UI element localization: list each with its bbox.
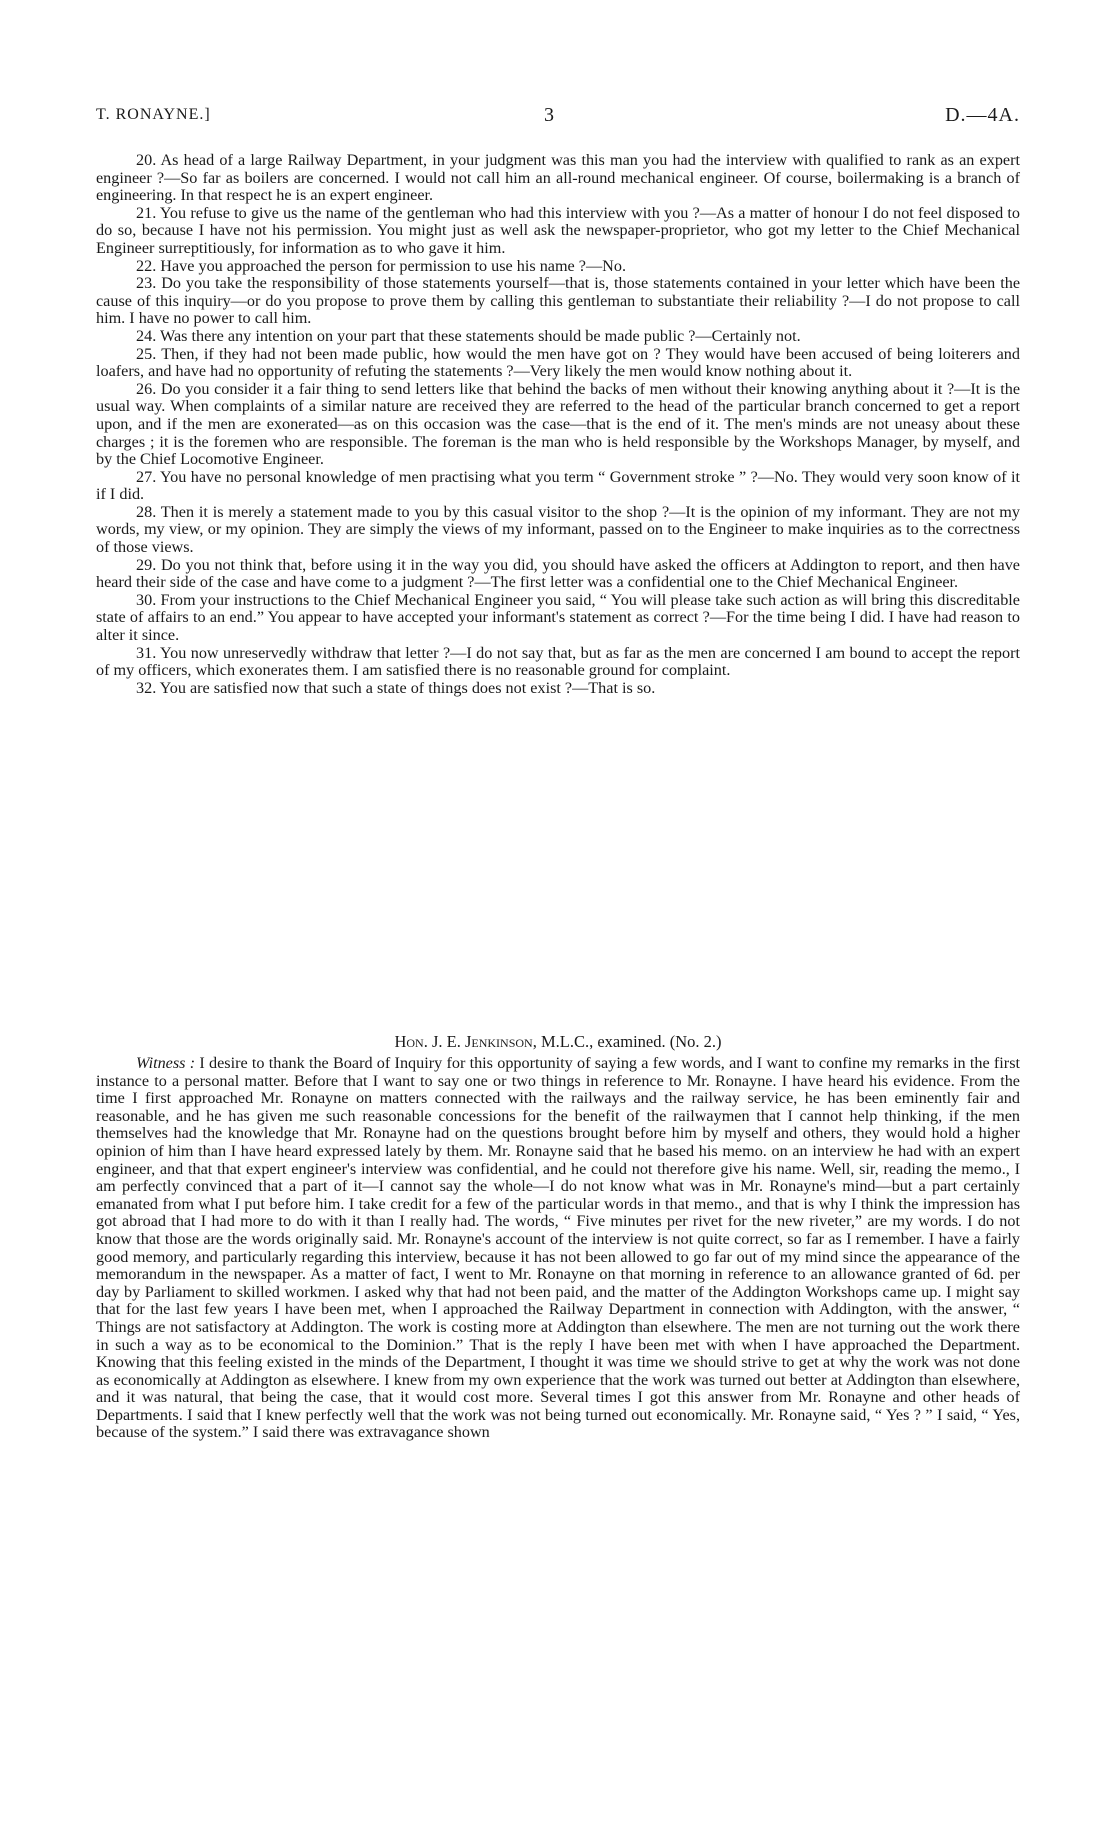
page-header bbox=[96, 104, 1020, 130]
qa-paragraph: 29. Do you not think that, before using it in the way you did, you should have asked the officers at Addington to report, and then have heard their side of the case and have come to a judgment ?—The first letter was a confidential one to the Chief Mechanical Engineer. bbox=[96, 555, 1020, 592]
statement-paragraph bbox=[96, 1055, 1020, 1442]
questions-and-answers bbox=[96, 152, 1020, 697]
qa-paragraph: 24. Was there any intention on your part that these statements should be made public ?—Certainly not. bbox=[136, 326, 801, 345]
qa-paragraph: 21. You refuse to give us the name of the gentleman who had this interview with you ?—As a matter of honour I do not feel disposed to do so, because I have not his permission. You might just as well ask the newspaper-proprietor, who got my letter to the Chief Mechanical Engineer surreptitiously, for information as to who gave it him. bbox=[96, 203, 1020, 257]
document-reference: D.—4A. bbox=[945, 104, 1020, 126]
examination-heading bbox=[96, 1032, 1020, 1052]
examination-note: examined. (No. 2.) bbox=[593, 1032, 722, 1051]
witness-label: Witness : bbox=[136, 1054, 196, 1072]
statement-text: I desire to thank the Board of Inquiry for this opportunity of saying a few words, and I want to confine my remarks in the first instance to a personal matter. Before that I want to say one or two things in reference to Mr. Ronayne. I have heard his evidence. From the time I first approached Mr. Ronayne on matters connected with the railways and the railway service, he has been eminently fair and reasonable, and he has given me such reasonable concessions for the benefit of the railwaymen that I cannot help thinking, if the men themselves had the knowledge that Mr. Ronayne had on the questions brought before him by myself and others, they would hold a higher opinion of him than I have heard expressed lately by them. Mr. Ronayne said that he based his memo. on an interview he had with an expert engineer, and that that expert engineer's interview was confidential, and he could not therefore give his name. Well, sir, reading the memo., I am perfectly convinced that a part of it—I cannot say the whole—I do not know what was in Mr. Ronayne's mind—but a part certainly emanated from what I put before him. I take credit for a few of the particular words in that memo., and that is why I think the impression has got abroad that I had more to do with it than I really had. The words, “ Five minutes per rivet for the new riveter,” are my words. I do not know that those are the words originally said. Mr. Ronayne's account of the interview is not quite correct, so far as I remember. I have a fairly good memory, and particularly regarding this interview, because it has not been allowed to go far out of my mind since the appearance of the memorandum in the newspaper. As a matter of fact, I went to Mr. Ronayne on that morning in reference to an allowance granted of 6d. per day by Parliament to skilled workmen. I asked why that had not been paid, and the matter of the Addington Workshops came up. I might say that for the last few years I have been met, when I approached the Railway Department in connection with Addington, with the answer, “ Things are not satisfactory at Addington. The work is costing more at Addington than elsewhere. The men are not turning out the work there in such a way as to be economical to the Dominion.” That is the reply I have been met with when I have approached the Department. Knowing that this feeling existed in the minds of the Department, I thought it was time we should strive to get at why the work was not done as economically at Addington as elsewhere. I knew from my own experience that the work was turned out better at Addington than elsewhere, and it was natural, that being the case, that it would cost more. Several times I got this answer from Mr. Ronayne and other heads of Departments. I said that I knew perfectly well that the work was not being turned out economically. Mr. Ronayne said, “ Yes ? ” I said, “ Yes, because of the system.” I said there was extravagance shown bbox=[96, 1054, 1020, 1442]
qa-paragraph: 25. Then, if they had not been made public, how would the men have got on ? They would have been accused of being loiterers and loafers, and have had no opportunity of refuting the statements ?—Very likely the men would know nothing about it. bbox=[96, 344, 1020, 381]
qa-paragraph: 26. Do you consider it a fair thing to send letters like that behind the backs of men without their knowing anything about it ?—It is the usual way. When complaints of a similar nature are received they are referred to the head of the particular branch concerned to get a report upon, and if the men are exonerated—as on this occasion was the case—that is the end of it. The men's minds are not uneasy about these charges ; it is the foremen who are responsible. The foreman is the man who is held responsible by the Workshops Manager, by myself, and by the Chief Locomotive Engineer. bbox=[96, 379, 1020, 469]
qa-paragraph: 31. You now unreservedly withdraw that letter ?—I do not say that, but as far as the men are concerned I am bound to accept the report of my officers, which exonerates them. I am satisfied there is no reasonable ground for complaint. bbox=[96, 643, 1020, 680]
header-witness-name: T. RONAYNE.] bbox=[96, 106, 211, 123]
examinee-name: Hon. J. E. Jenkinson, M.L.C., bbox=[394, 1032, 594, 1051]
qa-paragraph: 23. Do you take the responsibility of those statements yourself—that is, those statements contained in your letter which have been the cause of this inquiry—or do you propose to prove them by calling this gentleman to substantiate their reliability ?—I do not propose to call him. I have no power to call him. bbox=[96, 274, 1020, 328]
qa-paragraph: 27. You have no personal knowledge of men practising what you term “ Government stroke ” ?—No. They would very soon know of it if I did. bbox=[96, 467, 1020, 504]
witness-statement bbox=[96, 1055, 1020, 1442]
qa-paragraph: 30. From your instructions to the Chief Mechanical Engineer you said, “ You will please take such action as will bring this discreditable state of affairs to an end.” You appear to have accepted your informant's statement as correct ?—For the time being I did. I have had reason to alter it since. bbox=[96, 590, 1020, 645]
qa-paragraph: 22. Have you approached the person for permission to use his name ?—No. bbox=[136, 256, 626, 275]
qa-paragraph: 32. You are satisfied now that such a state of things does not exist ?—That is so. bbox=[136, 678, 656, 697]
page-number: 3 bbox=[544, 104, 554, 126]
qa-paragraph: 28. Then it is merely a statement made to you by this casual visitor to the shop ?—It is the opinion of my informant. They are not my words, my view, or my opinion. They are simply the views of my informant, passed on to the Engineer to make inquiries as to the correctness of those views. bbox=[96, 502, 1020, 557]
qa-paragraph: 20. As head of a large Railway Department, in your judgment was this man you had the interview with qualified to rank as an expert engineer ?—So far as boilers are concerned. I would not call him an all-round mechanical engineer. Of course, boilermaking is a branch of engineering. In that respect he is an expert engineer. bbox=[96, 151, 1020, 205]
